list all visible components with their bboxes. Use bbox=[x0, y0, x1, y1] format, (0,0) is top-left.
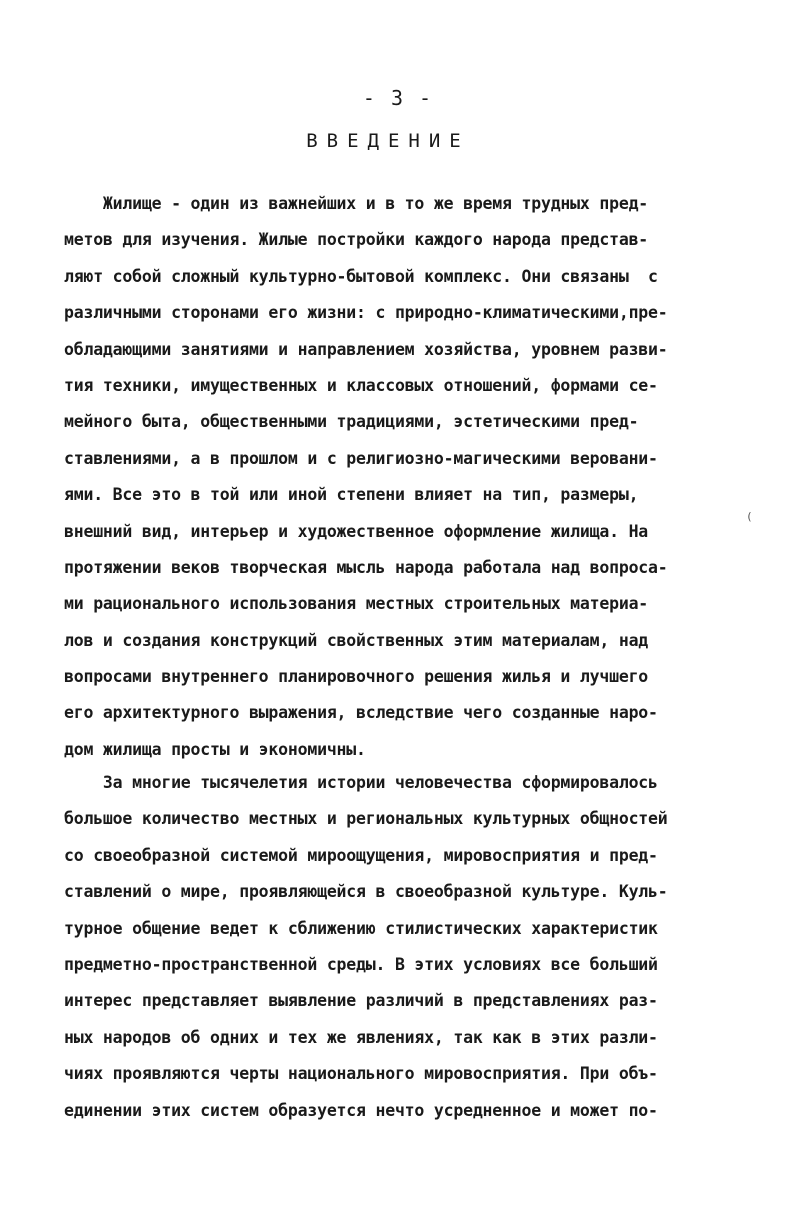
text-line: протяжении веков творческая мысль народа работала над вопроса- bbox=[64, 557, 668, 577]
text-line: Жилище - один из важнейших и в то же время трудных пред- bbox=[64, 194, 649, 213]
text-line: ставлений о мире, проявляющейся в своеобразной культуре. Куль- bbox=[64, 882, 668, 902]
text-line: ями. Все это в той или иной степени влияет на тип, размеры, bbox=[64, 485, 639, 505]
text-line: ных народов об одних и тех же явлениях, так как в этих разли- bbox=[64, 1027, 658, 1047]
text-line: ми рационального использования местных строительных материа- bbox=[64, 594, 649, 614]
page-number: - 3 - bbox=[362, 86, 434, 110]
text-line: чиях проявляются черты национального мировосприятия. При объ- bbox=[64, 1064, 658, 1084]
text-line: внешний вид, интерьер и художественное оформление жилища. На bbox=[64, 521, 649, 541]
text-line: лов и создания конструкций свойственных этим материалам, над bbox=[64, 630, 649, 650]
text-line: его архитектурного выражения, вследствие чего созданные наро- bbox=[64, 703, 658, 723]
text-line: большое количество местных и региональных культурных общностей bbox=[64, 809, 668, 829]
stray-pencil-mark: ( bbox=[746, 510, 753, 523]
text-line: вопросами внутреннего планировочного решения жилья и лучшего bbox=[64, 667, 649, 687]
text-line: мейного быта, общественными традициями, эстетическими пред- bbox=[64, 412, 639, 432]
text-line: различными сторонами его жизни: с природно-климатическими,пре- bbox=[64, 303, 668, 323]
text-line: предметно-пространственной среды. В этих условиях все больший bbox=[64, 954, 658, 974]
section-heading: ВВЕДЕНИЕ bbox=[306, 130, 470, 152]
text-line: со своеобразной системой мироощущения, мировосприятия и пред- bbox=[64, 845, 658, 865]
text-line: интерес представляет выявление различий в представлениях раз- bbox=[64, 991, 658, 1011]
text-line: дом жилища просты и экономичны. bbox=[64, 739, 366, 759]
text-line: ставлениями, а в прошлом и с религиозно-магическими веровани- bbox=[64, 448, 658, 468]
text-line: турное общение ведет к сближению стилистических характеристик bbox=[64, 918, 658, 938]
text-line: ляют собой сложный культурно-бытовой комплекс. Они связаны с bbox=[64, 266, 658, 286]
text-line: метов для изучения. Жилые постройки каждого народа представ- bbox=[64, 230, 649, 250]
text-line: тия техники, имущественных и классовых отношений, формами се- bbox=[64, 375, 658, 395]
paragraph-2 bbox=[64, 765, 764, 1129]
paragraph-1 bbox=[64, 186, 764, 768]
text-line: обладающими занятиями и направлением хозяйства, уровнем разви- bbox=[64, 339, 668, 359]
text-line: единении этих систем образуется нечто усредненное и может по- bbox=[64, 1100, 658, 1120]
text-line: За многие тысячелетия истории человечества сформировалось bbox=[64, 773, 658, 792]
